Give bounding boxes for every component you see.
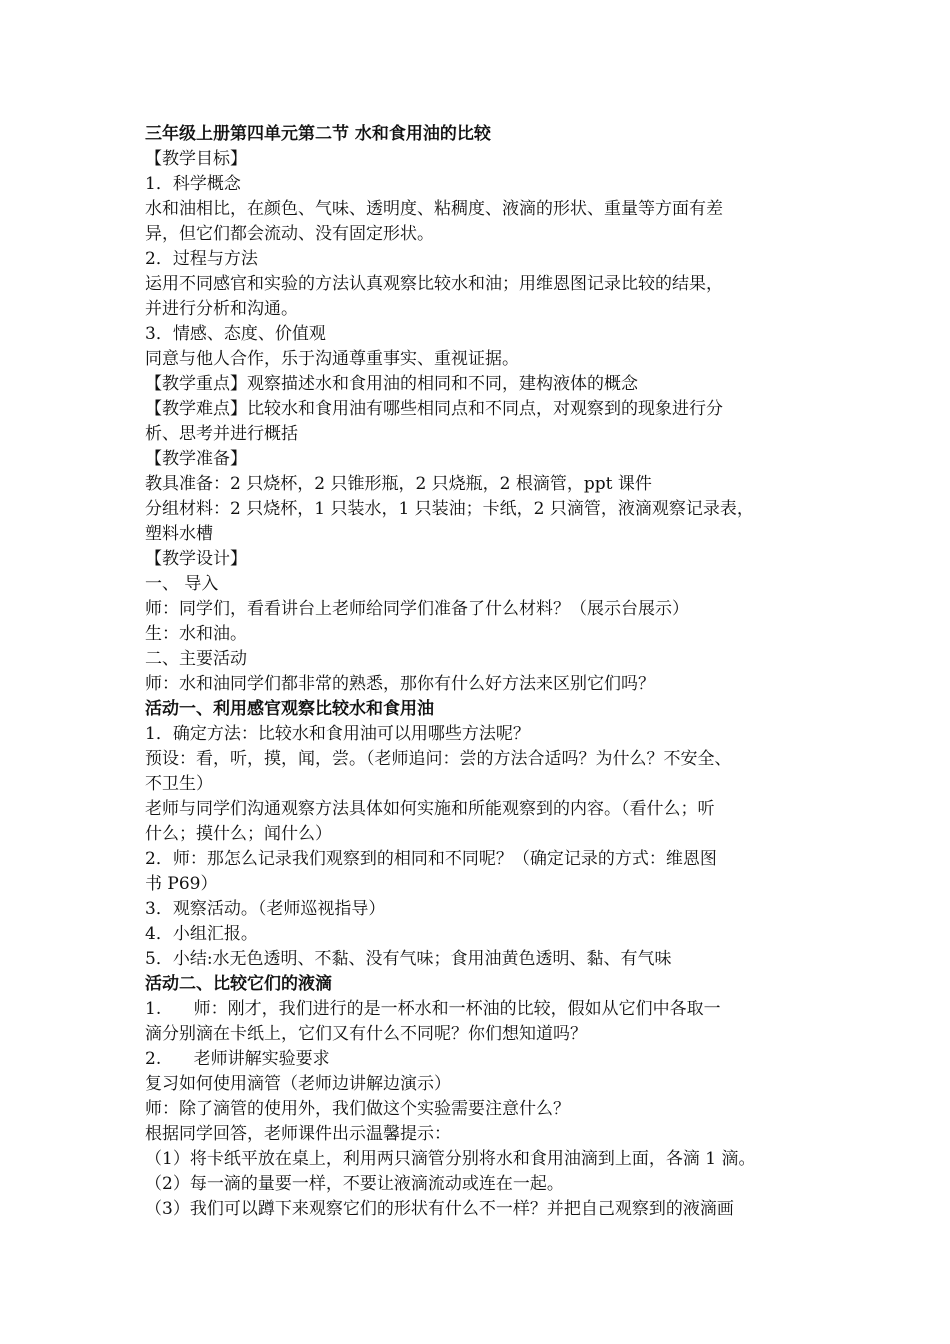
text-line: 3．观察活动。（老师巡视指导） (145, 899, 386, 919)
text-line: 2．师：那怎么记录我们观察到的相同和不同呢？（确定记录的方式：维恩图 (145, 849, 717, 869)
text-line: 师：同学们，看看讲台上老师给同学们准备了什么材料？（展示台展示） (145, 599, 689, 619)
text-line: 二、主要活动 (145, 649, 247, 669)
text-line: 分组材料：2 只烧杯，1 只装水，1 只装油；卡纸，2 只滴管，液滴观察记录表， (145, 499, 754, 519)
text-line: 并进行分析和沟通。 (145, 299, 298, 319)
text-line: 1．科学概念 (145, 174, 241, 194)
text-line: 水和油相比，在颜色、气味、透明度、粘稠度、液滴的形状、重量等方面有差 (145, 199, 723, 219)
activity2-heading: 活动二、比较它们的液滴 (145, 974, 332, 994)
text-line: 师：水和油同学们都非常的熟悉，那你有什么好方法来区别它们吗？ (145, 674, 655, 694)
text-line: 1. 师：刚才，我们进行的是一杯水和一杯油的比较，假如从它们中各取一 (145, 999, 721, 1019)
text-line: 3．情感、态度、价值观 (145, 324, 326, 344)
text-line: 2. 老师讲解实验要求 (145, 1049, 330, 1069)
text-line: 生：水和油。 (145, 624, 247, 644)
text-line: 一、 导入 (145, 574, 219, 594)
text-line: 异，但它们都会流动、没有固定形状。 (145, 224, 434, 244)
text-line: 【教学难点】比较水和食用油有哪些相同点和不同点，对观察到的现象进行分 (145, 399, 723, 419)
text-line: 预设：看，听，摸，闻，尝。（老师追问：尝的方法合适吗？为什么？不安全、 (145, 749, 732, 769)
text-line: 2．过程与方法 (145, 249, 258, 269)
text-line: 师：除了滴管的使用外，我们做这个实验需要注意什么？ (145, 1099, 570, 1119)
activity1-heading: 活动一、利用感官观察比较水和食用油 (145, 699, 434, 719)
text-line: 1．确定方法：比较水和食用油可以用哪些方法呢？ (145, 724, 530, 744)
text-line: 不卫生） (145, 774, 213, 794)
document-title: 三年级上册第四单元第二节 水和食用油的比较 (145, 124, 491, 144)
text-line: 【教学重点】观察描述水和食用油的相同和不同，建构液体的概念 (145, 374, 638, 394)
text-line: （1）将卡纸平放在桌上，利用两只滴管分别将水和食用油滴到上面，各滴 1 滴。 (145, 1149, 756, 1169)
text-line: 【教学目标】 (145, 149, 247, 169)
text-line: 【教学设计】 (145, 549, 247, 569)
text-line: 复习如何使用滴管（老师边讲解边演示） (145, 1074, 451, 1094)
text-line: 【教学准备】 (145, 449, 247, 469)
text-line: （3）我们可以蹲下来观察它们的形状有什么不一样？并把自己观察到的液滴画 (145, 1199, 734, 1219)
text-line: 运用不同感官和实验的方法认真观察比较水和油；用维恩图记录比较的结果， (145, 274, 723, 294)
text-line: 4．小组汇报。 (145, 924, 258, 944)
text-line: 老师与同学们沟通观察方法具体如何实施和所能观察到的内容。（看什么；听 (145, 799, 715, 819)
text-line: 析、思考并进行概括 (145, 424, 298, 444)
text-line: 滴分别滴在卡纸上，它们又有什么不同呢？你们想知道吗？ (145, 1024, 587, 1044)
text-line: 书 P69） (145, 874, 218, 894)
text-line: 塑料水槽 (145, 524, 213, 544)
text-line: 同意与他人合作，乐于沟通尊重事实、重视证据。 (145, 349, 519, 369)
text-line: 教具准备：2 只烧杯，2 只锥形瓶，2 只烧瓶，2 根滴管，ppt 课件 (145, 474, 652, 494)
text-line: 5．小结:水无色透明、不黏、没有气味；食用油黄色透明、黏、有气味 (145, 949, 672, 969)
text-line: 什么；摸什么；闻什么） (145, 824, 332, 844)
text-line: 根据同学回答，老师课件出示温馨提示： (145, 1124, 451, 1144)
text-line: （2）每一滴的量要一样，不要让液滴流动或连在一起。 (145, 1174, 564, 1194)
document-page (145, 122, 825, 1222)
